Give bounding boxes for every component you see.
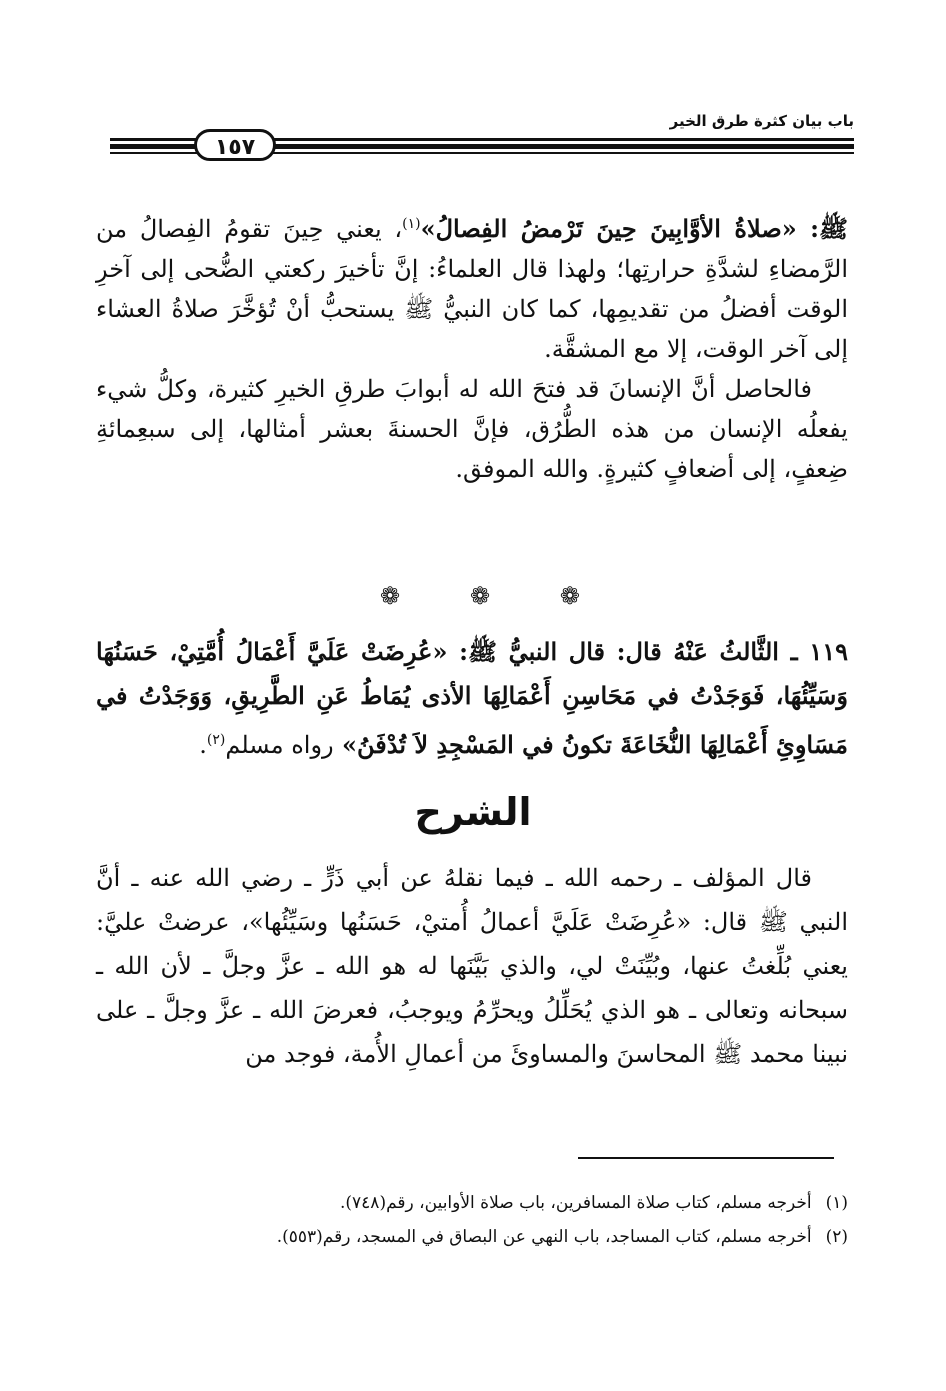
chapter-title: باب بيان كثرة طرق الخير	[669, 112, 854, 130]
running-header	[110, 112, 854, 162]
paragraph-1-text: ، يعني حِينَ تقومُ الفِصالُ من الرَّمضاءِ لشدَّةِ حرارتِها؛ ولهذا قال العلماءُ: إنَّ تأخيرَ ركعتي الضُّحى إلى آخرِ الوقت أفضلُ من تقديمِها، كما كان النبيُّ ﷺ يستحبُّ أنْ تُؤخَّرَ صلاةُ العشاء إلى آخر الوقت، إلا مع المشقَّة.	[96, 215, 848, 363]
footnote-text: أخرجه مسلم، كتاب المساجد، باب النهي عن البصاق في المسجد، رقم(٥٥٣).	[276, 1227, 812, 1247]
footnote-item	[96, 1186, 848, 1220]
footnote-ref-2: (٢)	[206, 732, 226, 748]
star-ornament: ❁	[380, 582, 401, 610]
footnote-text: أخرجه مسلم، كتاب صلاة المسافرين، باب صلاة الأوابين، رقم(٧٤٨).	[340, 1193, 812, 1213]
section-heading: الشرح	[414, 790, 532, 834]
footnote-number: (١)	[825, 1193, 848, 1213]
paragraph-2: فالحاصل أنَّ الإنسانَ قد فتحَ الله له أبوابَ طرقِ الخيرِ كثيرة، وكلُّ شيء يفعلُه الإنسان من هذه الطُّرُق، فإنَّ الحسنةَ بعشر أمثالها، إلى سبعِمائةِ ضِعفٍ، إلى أضعافٍ كثيرةٍ. والله الموفق.	[96, 375, 848, 483]
footnote-ref-1: (١)	[402, 216, 421, 232]
star-ornament: ❁	[469, 582, 491, 610]
paragraph-1	[96, 204, 848, 369]
hadith-source: رواه مسلم	[225, 731, 334, 759]
section-separator	[380, 582, 580, 618]
quote-text: ﷺ: «صلاةُ الأوَّابِينَ حِينَ تَرْمضُ الفِصالُ»	[420, 214, 848, 243]
period: .	[199, 731, 207, 759]
hadith-block	[96, 630, 848, 767]
commentary-paragraph: قال المؤلف ـ رحمه الله ـ فيما نقلهُ عن أبي ذَرٍّ ـ رضي الله عنه ـ أنَّ النبي ﷺ قال: «عُرِضَتْ عَلَيَّ أعمالُ أُمتيْ، حَسَنُها وسَيِّئُها»، عرضتْ عليَّ: يعني بُلِّغتُ عنها، وبُيِّنَتْ لي، والذي بَيَّنَها له هو الله ـ عزَّ وجلَّ ـ لأن الله ـ سبحانه وتعالى ـ هو الذي يُحَلِّلُ ويحرِّمُ ويوجبُ، فعرضَ الله ـ عزَّ وجلَّ ـ على نبينا محمد ﷺ المحاسنَ والمساوئَ من أعمالِ الأُمة، فوجد من	[96, 864, 848, 1068]
footnote-item	[96, 1220, 848, 1254]
footnote-number: (٢)	[825, 1227, 848, 1247]
main-text	[96, 204, 848, 489]
footnotes	[96, 1186, 848, 1254]
hadith-text: ١١٩ ـ الثَّالثُ عَنْهُ قال: قال النبيُّ ﷺ: «عُرِضَتْ عَلَيَّ أَعْمَالُ أُمَّتِيْ، حَسَنُهَا وَسَيِّئُهَا، فَوَجَدْتُ في مَحَاسِنِ أَعْمَالِهَا الأذى يُمَاطُ عَنِ الطَّرِيقِ، وَوَجَدْتُ في مَسَاوِئِ أَعْمَالِهَا النُّخَاعَةَ تكونُ في المَسْجِدِ لاَ تُدْفَنُ»	[96, 637, 848, 759]
star-ornament: ❁	[559, 582, 580, 610]
commentary-text	[96, 856, 848, 1076]
footnote-divider	[578, 1157, 834, 1159]
page-number: ١٥٧	[194, 129, 276, 161]
